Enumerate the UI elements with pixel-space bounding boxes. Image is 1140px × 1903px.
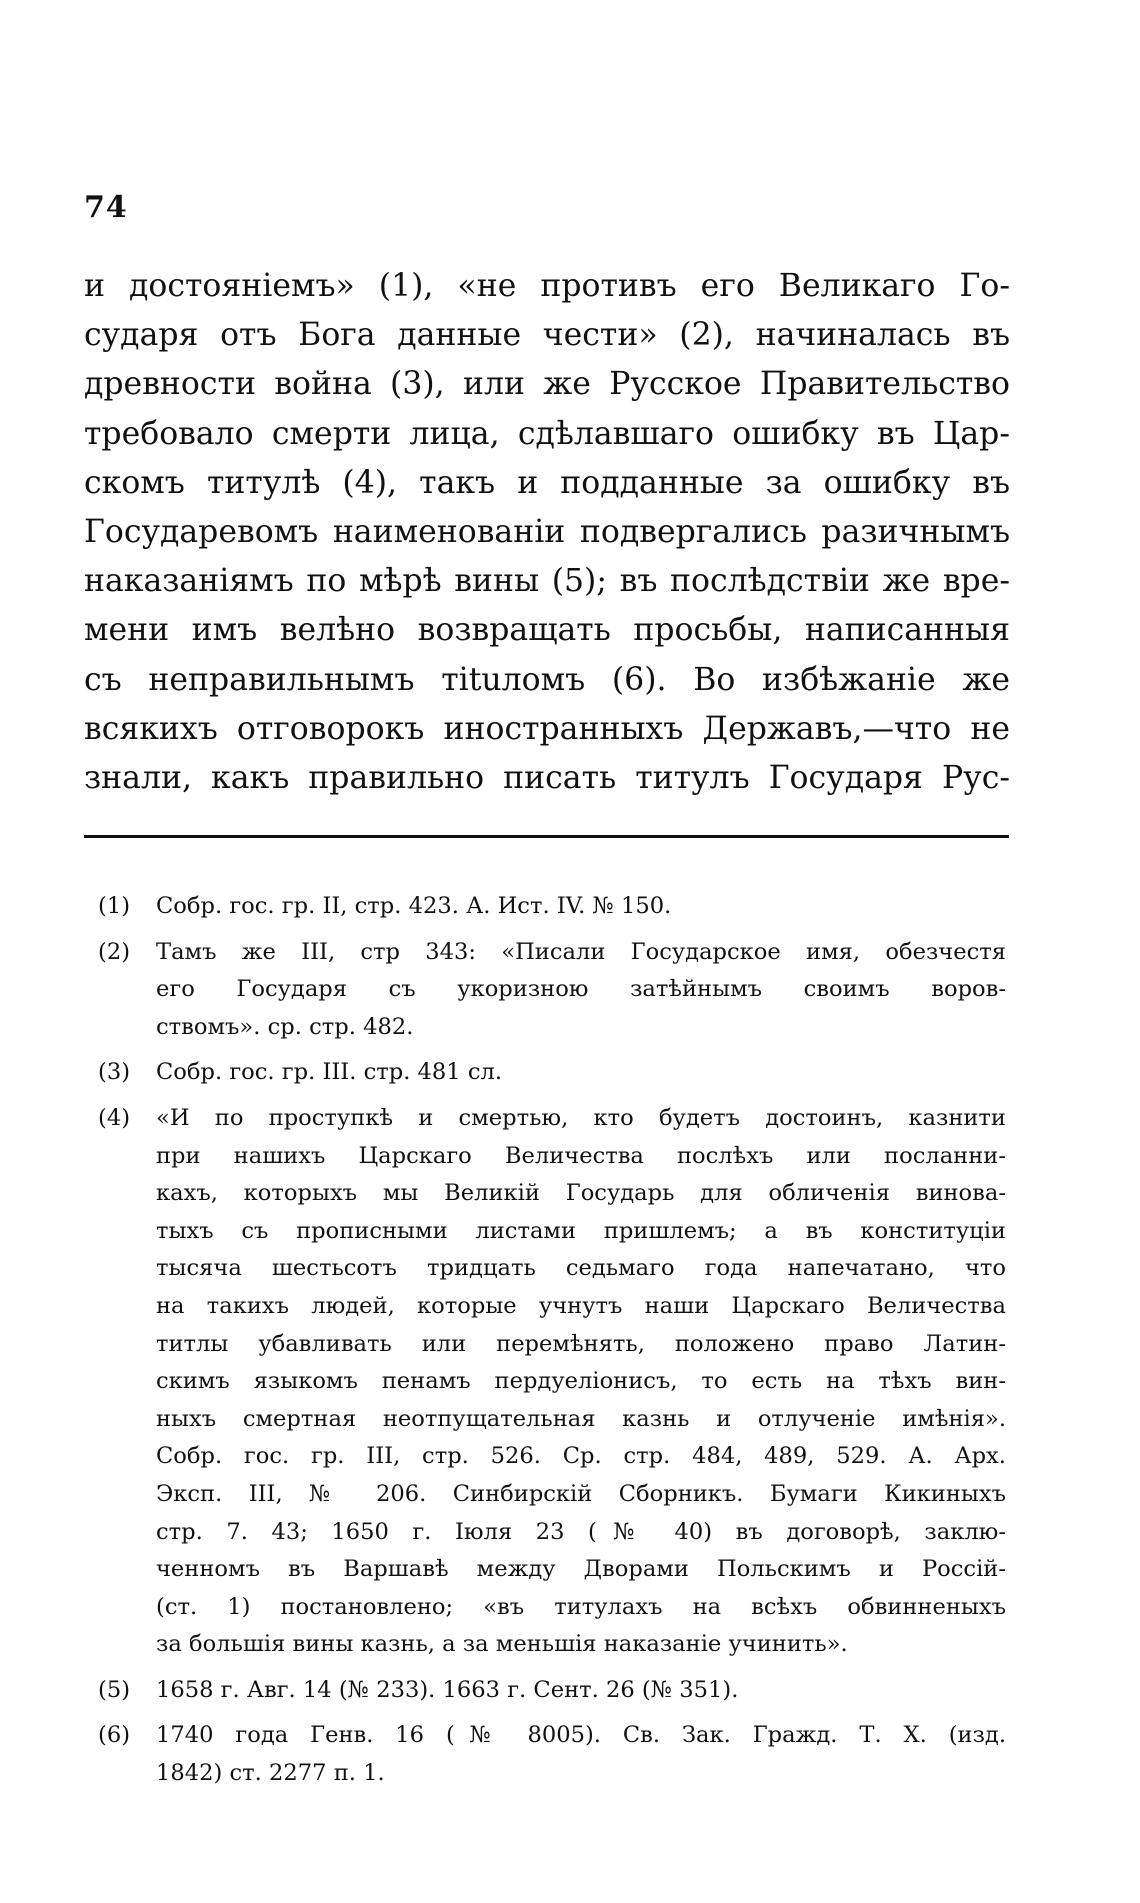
footnote-line: 1740 года Генв. 16 (№ 8005). Св. Зак. Гражд. Т. X. (изд.	[156, 1722, 1006, 1749]
main-text-line: съ неправильнымъ тituломъ (6). Во избѣжанiе же	[84, 661, 1010, 698]
footnote-2	[98, 934, 1006, 1047]
main-text	[84, 262, 1010, 803]
footnote-line: ныхъ смертная неотпущательная казнь и отлученiе имѣнiя».	[156, 1405, 1006, 1432]
footnote-line: при нашихъ Царскаго Величества послѣхъ или посланни-	[156, 1142, 1006, 1169]
footnote-line: ствомъ». ср. стр. 482.	[156, 1013, 414, 1040]
footnote-line: 1658 г. Авг. 14 (№ 233). 1663 г. Сент. 26 (№ 351).	[156, 1676, 739, 1703]
footnote-number: (3)	[98, 1059, 131, 1086]
main-text-line: требовало смерти лица, сдѣлавшаго ошибку въ Цар-	[84, 415, 1010, 452]
footnote-line: за большiя вины казнь, а за меньшiя наказанiе учинить».	[156, 1631, 848, 1658]
main-text-line: всякихъ отговорокъ иностранныхъ Державъ,—что не	[84, 710, 1010, 747]
footnote-4	[98, 1100, 1006, 1664]
footnote-body	[156, 888, 1006, 926]
footnote-line: Собр. гос. гр. III. стр. 481 сл.	[156, 1059, 503, 1086]
footnote-separator-rule	[84, 835, 1009, 838]
footnote-body	[156, 1100, 1006, 1664]
footnote-line: его Государя съ укоризною затѣйнымъ своимъ воров-	[156, 976, 1006, 1003]
footnote-line: «И по проступкѣ и смертью, кто будетъ достоинъ, казнити	[156, 1104, 1006, 1131]
main-text-line: Государевомъ наименованiи подвергались разичнымъ	[84, 514, 1010, 551]
main-text-line: скомъ титулѣ (4), такъ и подданные за ошибку въ	[84, 464, 1010, 501]
main-text-line: наказанiямъ по мѣрѣ вины (5); въ послѣдствiи же вре-	[84, 563, 1010, 600]
footnote-body	[156, 1717, 1006, 1792]
footnote-line: 1842) ст. 2277 п. 1.	[156, 1760, 385, 1787]
footnote-line: ченномъ въ Варшавѣ между Дворами Польскимъ и Россiй-	[156, 1556, 1006, 1583]
footnote-line: Эксп. III, № 206. Синбирскiй Сборникъ. Бумаги Кикиныхъ	[156, 1480, 1006, 1507]
footnote-number: (1)	[98, 893, 131, 919]
footnote-line: титлы убавливать или перемѣнять, положено право Латин-	[156, 1330, 1006, 1357]
footnote-line: тысяча шестьсотъ тридцать седьмаго года напечатано, что	[156, 1255, 1006, 1282]
footnote-line: стр. 7. 43; 1650 г. Iюля 23 (№ 40) въ договорѣ, заклю-	[156, 1518, 1006, 1545]
footnote-line: тыхъ съ прописными листами пришлемъ; а въ конституцiи	[156, 1217, 1006, 1244]
page-number: 74	[84, 190, 128, 225]
main-text-line: древности война (3), или же Русское Правительство	[84, 366, 1010, 403]
footnote-line: кахъ, которыхъ мы Великiй Государь для обличенiя винова-	[156, 1180, 1006, 1207]
footnotes	[98, 888, 1006, 1801]
footnote-line: Собр. гос. гр. III, стр. 526. Ср. стр. 484, 489, 529. А. Арх.	[156, 1443, 1006, 1470]
footnote-body	[156, 934, 1006, 1047]
footnote-line: на такихъ людей, которые учнутъ наши Царскаго Величества	[156, 1292, 1006, 1319]
main-text-line: сударя отъ Бога данные чести» (2), начиналась въ	[84, 317, 1010, 354]
main-text-line: мени имъ велѣно возвращать просьбы, написанныя	[84, 612, 1010, 649]
footnote-3	[98, 1054, 1006, 1092]
footnote-line: (ст. 1) постановлено; «въ титулахъ на всѣхъ обвинненыхъ	[156, 1593, 1006, 1620]
footnote-line: Собр. гос. гр. II, стр. 423. А. Ист. IV. № 150.	[156, 893, 672, 919]
main-text-line: знали, какъ правильно писать титулъ Государя Рус-	[84, 760, 1010, 797]
footnote-6	[98, 1717, 1006, 1792]
footnote-number: (2)	[98, 938, 131, 965]
footnote-5	[98, 1672, 1006, 1710]
footnote-1	[98, 888, 1006, 926]
footnote-number: (4)	[98, 1104, 131, 1131]
footnote-number: (5)	[98, 1676, 131, 1703]
footnote-number: (6)	[98, 1722, 131, 1749]
footnote-line: Тамъ же III, стр 343: «Писали Государское имя, обезчестя	[156, 938, 1006, 965]
footnote-body	[156, 1054, 1006, 1092]
footnote-line: скимъ языкомъ пенамъ пердуелiонисъ, то есть на тѣхъ вин-	[156, 1368, 1006, 1395]
main-text-line: и достоянiемъ» (1), «не противъ его Великаго Го-	[84, 268, 1010, 304]
footnote-body	[156, 1672, 1006, 1710]
